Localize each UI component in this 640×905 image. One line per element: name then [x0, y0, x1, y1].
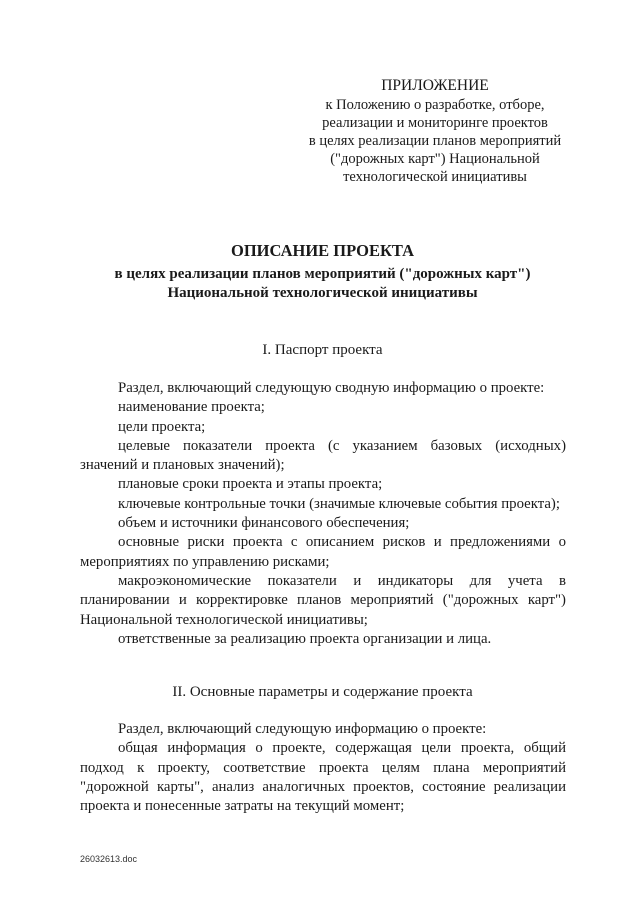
document-title: ОПИСАНИЕ ПРОЕКТА	[230, 241, 415, 260]
appendix-block	[290, 77, 580, 186]
section-2-paragraph: Раздел, включающий следующую информацию о проекте:	[118, 721, 487, 737]
document-subtitle	[80, 265, 565, 303]
document-file-code: 26032613.doc	[80, 854, 138, 864]
section-1-paragraph: целевые показатели проекта (с указанием базовых (исходных) значений и плановых значений);	[80, 437, 566, 474]
section-1-paragraph: ответственные за реализацию проекта организации и лица.	[118, 630, 492, 647]
appendix-line: ("дорожных карт") Национальной	[330, 151, 540, 167]
section-1-body	[80, 379, 566, 649]
appendix-line: в целях реализации планов мероприятий	[308, 133, 562, 149]
section-1-paragraph: Раздел, включающий следующую сводную информацию о проекте:	[118, 380, 545, 396]
section-2-paragraph: общая информация о проекте, содержащая цели проекта, общий подход к проекту, соответствие проекта целям плана мероприятий "дорожной карты", анализ аналогичных проектов, состояние реализации проекта и понесенные затраты на текущий момент;	[80, 740, 566, 815]
section-2-heading: II. Основные параметры и содержание проекта	[172, 684, 473, 700]
appendix-heading: ПРИЛОЖЕНИЕ	[381, 77, 489, 94]
appendix-line: к Положению о разработке, отборе,	[325, 97, 545, 113]
section-1-paragraph: плановые сроки проекта и этапы проекта;	[118, 476, 383, 493]
appendix-line: реализации и мониторинге проектов	[322, 115, 548, 131]
subtitle-line: Национальной технологической инициативы	[167, 285, 478, 301]
section-1-paragraph: наименование проекта;	[118, 399, 265, 416]
section-1-paragraph: цели проекта;	[118, 418, 206, 435]
section-1-paragraph: основные риски проекта с описанием рисков и предложениями о мероприятиях по управлению рисками;	[80, 534, 566, 570]
section-1-paragraph: объем и источники финансового обеспечения;	[118, 515, 410, 532]
appendix-line: технологической инициативы	[343, 169, 527, 185]
section-1-heading: I. Паспорт проекта	[262, 342, 383, 358]
section-1-paragraph: ключевые контрольные точки (значимые ключевые события проекта);	[118, 495, 560, 512]
section-1-paragraph: макроэкономические показатели и индикаторы для учета в планировании и корректировке планов мероприятий ("дорожных карт") Национальной технологической инициативы;	[80, 572, 566, 628]
subtitle-line: в целях реализации планов мероприятий ("дорожных карт")	[114, 266, 531, 282]
section-2-body	[80, 720, 566, 816]
